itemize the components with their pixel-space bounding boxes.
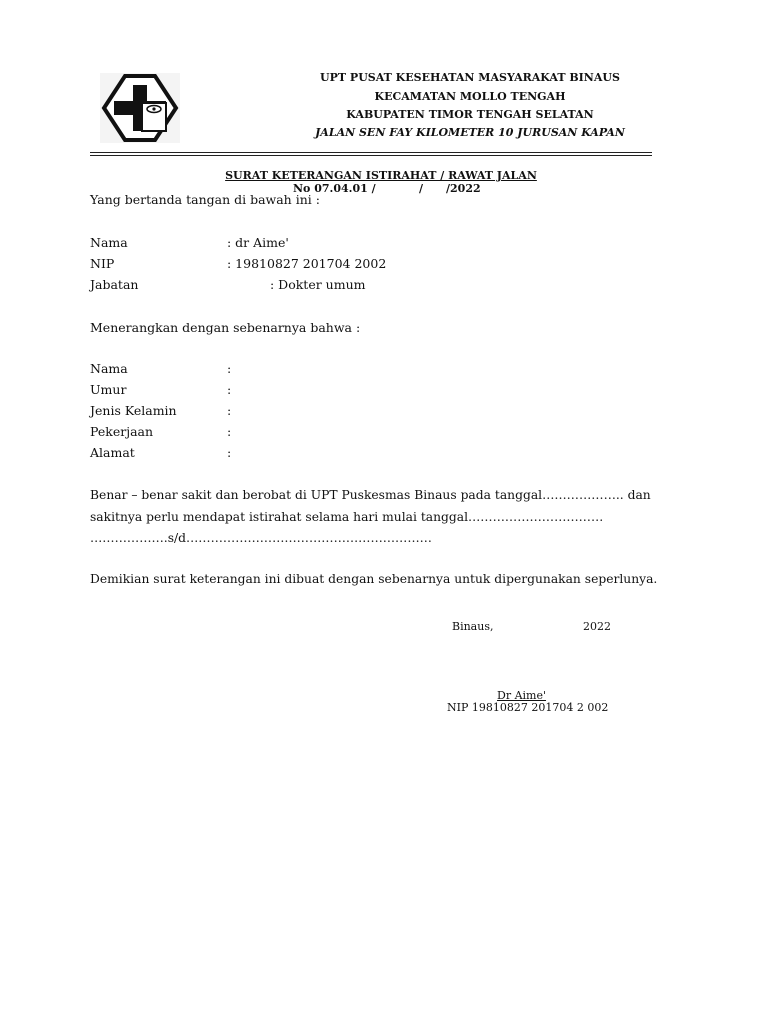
body-line-3: ……………….s/d……………………………………………………	[90, 531, 432, 545]
signature-nip: NIP 19810827 201704 2 002	[447, 701, 609, 714]
patient-gender-label: Jenis Kelamin	[90, 403, 177, 418]
letter-title-text: SURAT KETERANGAN ISTIRAHAT / RAWAT JALAN	[225, 169, 537, 182]
signature-place: Binaus,	[452, 620, 494, 633]
signer-intro: Yang bertanda tangan di bawah ini :	[90, 192, 320, 207]
signer-nip-label: NIP	[90, 256, 115, 271]
header-double-rule	[90, 151, 652, 159]
letter-number-prefix: No 07.04.01 /	[293, 182, 376, 195]
signer-position-value: : Dokter umum	[270, 277, 366, 292]
letter-number-mid: /	[419, 182, 424, 195]
patient-address-label: Alamat	[90, 445, 135, 460]
patient-occupation-label: Pekerjaan	[90, 424, 154, 439]
signer-position-label: Jabatan	[90, 277, 139, 292]
header-line-district: KECAMATAN MOLLO TENGAH	[374, 90, 566, 103]
patient-age-colon: :	[227, 382, 232, 397]
body-line-1: Benar – benar sakit dan berobat di UPT Puskesmas Binaus pada tanggal……………….. dan	[90, 488, 651, 502]
letter-number-year: /2022	[446, 182, 481, 195]
signer-nip-value: : 19810827 201704 2002	[227, 256, 387, 271]
signer-name-value: : dr Aime'	[227, 235, 289, 250]
header-line-institution: UPT PUSAT KESEHATAN MASYARAKAT BINAUS	[320, 71, 620, 84]
body-line-2: sakitnya perlu mendapat istirahat selama hari mulai tanggal……………………………	[90, 510, 604, 524]
signature-year: 2022	[583, 620, 611, 633]
puskesmas-logo	[100, 73, 180, 143]
patient-age-label: Umur	[90, 382, 127, 397]
header-line-address: JALAN SEN FAY KILOMETER 10 JURUSAN KAPAN	[315, 126, 625, 139]
puskesmas-cross-logo-icon	[100, 73, 180, 143]
patient-name-colon: :	[227, 361, 232, 376]
letter-title	[90, 169, 672, 182]
header-line-regency: KABUPATEN TIMOR TENGAH SELATAN	[346, 108, 594, 121]
signature-name: Dr Aime'	[497, 689, 547, 702]
signer-name-label: Nama	[90, 235, 128, 250]
patient-intro: Menerangkan dengan sebenarnya bahwa :	[90, 320, 361, 335]
patient-occupation-colon: :	[227, 424, 232, 439]
patient-gender-colon: :	[227, 403, 232, 418]
patient-address-colon: :	[227, 445, 232, 460]
patient-name-label: Nama	[90, 361, 128, 376]
closing-statement: Demikian surat keterangan ini dibuat dengan sebenarnya untuk dipergunakan seperlunya.	[90, 572, 658, 586]
